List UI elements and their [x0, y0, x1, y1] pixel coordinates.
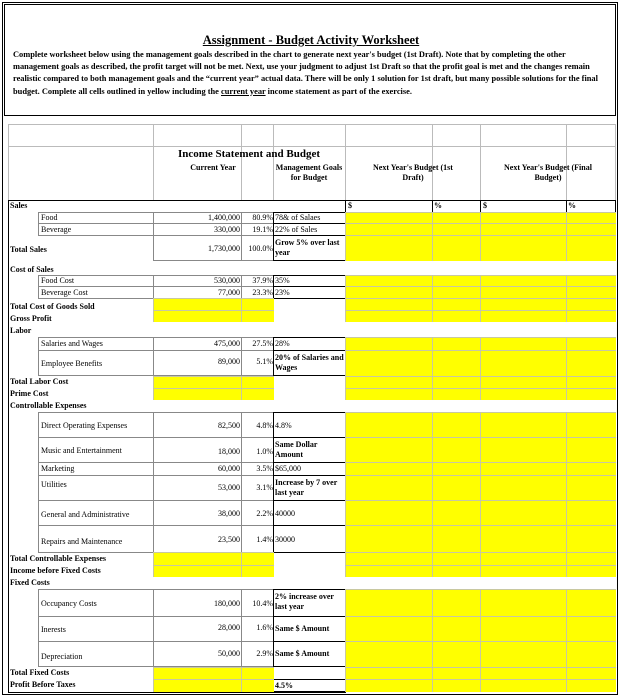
final-pct-input[interactable]	[566, 525, 616, 552]
current-total-controllable-input[interactable]	[153, 552, 242, 565]
current-prime-cost-input[interactable]	[153, 388, 242, 400]
draft-amount-input[interactable]	[345, 388, 433, 400]
draft-amount-input[interactable]	[345, 212, 433, 223]
draft-amount-input[interactable]	[345, 350, 433, 376]
draft-pct-input[interactable]	[432, 275, 481, 286]
draft-amount-input[interactable]	[345, 589, 433, 616]
final-amount-input[interactable]	[480, 275, 567, 286]
final-amount-input[interactable]	[480, 437, 567, 462]
label-cost-of-sales: Cost of Sales	[10, 265, 54, 274]
total-sales-amount: 1,730,000	[208, 244, 240, 253]
final-pct-input[interactable]	[566, 552, 616, 565]
food-pct: 80.9%	[252, 213, 273, 222]
music-pct: 1.0%	[256, 447, 273, 456]
draft-amount-input[interactable]	[345, 337, 433, 350]
row-marketing: Marketing	[38, 462, 154, 476]
row-general-admin: General and Administrative	[38, 500, 154, 526]
final-amount-input[interactable]	[480, 223, 567, 235]
label-labor: Labor	[10, 326, 32, 335]
row-beverage: Beverage	[38, 223, 154, 236]
instructions-box	[4, 4, 616, 116]
direct-op-amount: 82,500	[218, 421, 240, 430]
final-pct-input[interactable]	[566, 475, 616, 500]
interests-goal: Same $ Amount	[275, 624, 330, 633]
final-amount-input[interactable]	[480, 525, 567, 552]
final-amount-input[interactable]	[480, 298, 567, 310]
profit-goal: 4.5%	[275, 681, 293, 690]
beverage-cost-pct: 23.3%	[252, 288, 273, 297]
draft-amount-input[interactable]	[345, 437, 433, 462]
draft-amount-input[interactable]	[345, 616, 433, 641]
col-management-goals: Management Goals for Budget	[275, 163, 343, 182]
beverage-cost-amount: 77,000	[218, 288, 240, 297]
row-direct-operating: Direct Operating Expenses	[38, 412, 154, 438]
draft-amount-input[interactable]	[345, 552, 433, 565]
general-admin-amount: 38,000	[218, 509, 240, 518]
label-total-cogs: Total Cost of Goods Sold	[10, 302, 95, 311]
marketing-pct: 3.5%	[256, 464, 273, 473]
final-amount-input[interactable]	[480, 552, 567, 565]
final-pct-input[interactable]	[566, 286, 616, 298]
current-total-controllable-pct-input[interactable]	[241, 552, 274, 565]
label-gross-profit: Gross Profit	[10, 314, 52, 323]
worksheet-title: Assignment - Budget Activity Worksheet	[202, 33, 420, 47]
row-benefits: Employee Benefits	[38, 350, 154, 376]
label-total-controllable: Total Controllable Expenses	[10, 554, 107, 563]
draft-amount-input[interactable]	[345, 275, 433, 286]
food-cost-amount: 530,000	[214, 276, 240, 285]
row-occupancy: Occupancy Costs	[38, 589, 154, 617]
draft-pct-input[interactable]	[432, 641, 481, 667]
occupancy-pct: 10.4%	[252, 599, 273, 608]
direct-op-goal: 4.8%	[275, 421, 292, 430]
final-pct-input[interactable]	[566, 462, 616, 475]
draft-pct-input[interactable]	[432, 679, 481, 692]
food-amount: 1,400,000	[208, 213, 240, 222]
depreciation-pct: 2.9%	[256, 649, 273, 658]
label-profit-before-taxes: Profit Before Taxes	[10, 680, 76, 689]
current-gross-profit-input[interactable]	[153, 310, 242, 322]
draft-pct-input[interactable]	[432, 667, 481, 679]
final-pct-input[interactable]	[566, 679, 616, 692]
final-amount-input[interactable]	[480, 235, 567, 261]
draft-amount-input[interactable]	[345, 298, 433, 310]
final-pct-input[interactable]	[566, 388, 616, 400]
draft-pct-input[interactable]	[432, 565, 481, 577]
draft-pct-input[interactable]	[432, 437, 481, 462]
final-amount-input[interactable]	[480, 310, 567, 322]
label-controllable-expenses: Controllable Expenses	[10, 401, 87, 410]
repairs-pct: 1.4%	[256, 535, 273, 544]
draft-amount-input[interactable]	[345, 462, 433, 475]
general-admin-pct: 2.2%	[256, 509, 273, 518]
depreciation-goal: Same $ Amount	[275, 649, 330, 658]
salaries-amount: 475,000	[214, 339, 240, 348]
draft-pct-input[interactable]	[432, 475, 481, 500]
interests-pct: 1.6%	[256, 623, 273, 632]
draft-amount-input[interactable]	[345, 376, 433, 388]
draft-pct-input[interactable]	[432, 376, 481, 388]
final-pct-input[interactable]	[566, 223, 616, 235]
current-gross-profit-pct-input[interactable]	[241, 310, 274, 322]
salaries-goal: 28%	[275, 339, 290, 348]
draft-pct-input[interactable]	[432, 616, 481, 641]
draft-amount-input[interactable]	[345, 565, 433, 577]
marketing-goal: $65,000	[275, 464, 301, 473]
final-pct-input[interactable]	[566, 310, 616, 322]
draft-pct-input[interactable]	[432, 589, 481, 616]
general-admin-goal: 40000	[275, 509, 295, 518]
draft-pct-input[interactable]	[432, 223, 481, 235]
draft-pct-input[interactable]	[432, 350, 481, 376]
draft-amount-input[interactable]	[345, 235, 433, 261]
current-total-cogs-pct-input[interactable]	[241, 298, 274, 310]
final-amount-input[interactable]	[480, 212, 567, 223]
final-pct-input[interactable]	[566, 412, 616, 437]
row-utilities: Utilities	[38, 475, 154, 501]
final-pct-input[interactable]	[566, 275, 616, 286]
current-income-before-fixed-pct-input[interactable]	[241, 565, 274, 577]
final-pct-input[interactable]	[566, 667, 616, 679]
marketing-amount: 60,000	[218, 464, 240, 473]
col-current-year: Current Year	[190, 163, 236, 172]
draft-pct-input[interactable]	[432, 286, 481, 298]
draft-pct-input[interactable]	[432, 525, 481, 552]
final-pct-input[interactable]	[566, 589, 616, 616]
col-first-draft: Next Year's Budget (1st Draft)	[373, 163, 453, 182]
row-food-cost: Food Cost	[38, 275, 154, 287]
final-amount-input[interactable]	[480, 500, 567, 525]
final-amount-input[interactable]	[480, 475, 567, 500]
repairs-goal: 30000	[275, 535, 295, 544]
interests-amount: 28,000	[218, 623, 240, 632]
final-pct-input[interactable]	[566, 298, 616, 310]
final-pct-input[interactable]	[566, 437, 616, 462]
beverage-amount: 330,000	[214, 225, 240, 234]
final-percent-symbol: %	[568, 201, 576, 210]
utilities-pct: 3.1%	[256, 483, 273, 492]
current-total-fixed-input[interactable]	[153, 667, 242, 679]
food-goal: 78& of Salaes	[275, 213, 321, 222]
current-total-labor-input[interactable]	[153, 376, 242, 388]
direct-op-pct: 4.8%	[256, 421, 273, 430]
repairs-amount: 23,500	[218, 535, 240, 544]
occupancy-goal: 2% increase over last year	[275, 592, 334, 611]
draft-dollar-symbol: $	[348, 201, 352, 210]
draft-pct-input[interactable]	[432, 552, 481, 565]
final-amount-input[interactable]	[480, 286, 567, 298]
food-cost-goal: 35%	[275, 276, 290, 285]
current-year-link-text: current year	[221, 86, 266, 96]
row-music: Music and Entertainment	[38, 437, 154, 463]
row-depreciation: Depreciation	[38, 641, 154, 667]
current-profit-pct-input[interactable]	[241, 679, 274, 692]
draft-pct-input[interactable]	[432, 235, 481, 261]
final-pct-input[interactable]	[566, 500, 616, 525]
current-total-labor-pct-input[interactable]	[241, 376, 274, 388]
final-amount-input[interactable]	[480, 616, 567, 641]
food-cost-pct: 37.9%	[252, 276, 273, 285]
final-amount-input[interactable]	[480, 462, 567, 475]
benefits-pct: 5.1%	[256, 357, 273, 366]
benefits-amount: 89,000	[218, 357, 240, 366]
draft-amount-input[interactable]	[345, 500, 433, 525]
depreciation-amount: 50,000	[218, 649, 240, 658]
final-amount-input[interactable]	[480, 388, 567, 400]
draft-pct-input[interactable]	[432, 462, 481, 475]
salaries-pct: 27.5%	[252, 339, 273, 348]
draft-amount-input[interactable]	[345, 475, 433, 500]
row-salaries: Salaries and Wages	[38, 337, 154, 351]
final-pct-input[interactable]	[566, 376, 616, 388]
final-amount-input[interactable]	[480, 679, 567, 692]
utilities-goal: Increase by 7 over last year	[275, 478, 338, 497]
total-sales-pct: 100.0%	[248, 244, 273, 253]
music-goal: Same Dollar Amount	[275, 440, 318, 459]
final-pct-input[interactable]	[566, 616, 616, 641]
draft-pct-input[interactable]	[432, 298, 481, 310]
row-repairs: Repairs and Maintenance	[38, 525, 154, 553]
draft-amount-input[interactable]	[345, 679, 433, 692]
current-total-fixed-pct-input[interactable]	[241, 667, 274, 679]
final-pct-input[interactable]	[566, 212, 616, 223]
beverage-cost-goal: 23%	[275, 288, 290, 297]
label-income-before-fixed: Income before Fixed Costs	[10, 566, 101, 575]
current-prime-cost-pct-input[interactable]	[241, 388, 274, 400]
col-final-budget: Next Year's Budget (Final Budget)	[504, 163, 592, 182]
draft-pct-input[interactable]	[432, 388, 481, 400]
row-food: Food	[38, 212, 154, 224]
utilities-amount: 53,000	[218, 483, 240, 492]
beverage-pct: 19.1%	[252, 225, 273, 234]
final-pct-input[interactable]	[566, 235, 616, 261]
draft-amount-input[interactable]	[345, 525, 433, 552]
instructions-text: Complete worksheet below using the management goals described in the chart to generate next year's budget (1st Draft). Note that by completing the other management goals as described, the profit target will not be met. Next, use your judgment to adjust 1st Draft so that the profit goal is met and the changes remain realistic compared to both management goals and the “current year” actual data. There will be only 1 solution for 1st draft, but many possible solutions for the final budget. Complete all cells outlined in yellow including the current year income statement as part of the exercise.	[13, 50, 598, 96]
draft-amount-input[interactable]	[345, 286, 433, 298]
final-amount-input[interactable]	[480, 337, 567, 350]
total-sales-goal: Grow 5% over last year	[275, 238, 340, 257]
final-amount-input[interactable]	[480, 641, 567, 667]
label-total-fixed: Total Fixed Costs	[10, 668, 70, 677]
label-prime-cost: Prime Cost	[10, 389, 49, 398]
draft-amount-input[interactable]	[345, 667, 433, 679]
final-pct-input[interactable]	[566, 641, 616, 667]
draft-pct-input[interactable]	[432, 337, 481, 350]
draft-amount-input[interactable]	[345, 641, 433, 667]
draft-amount-input[interactable]	[345, 310, 433, 322]
final-dollar-symbol: $	[483, 201, 487, 210]
draft-pct-input[interactable]	[432, 310, 481, 322]
current-total-cogs-input[interactable]	[153, 298, 242, 310]
final-amount-input[interactable]	[480, 412, 567, 437]
final-pct-input[interactable]	[566, 337, 616, 350]
current-profit-input[interactable]	[153, 679, 242, 692]
draft-amount-input[interactable]	[345, 223, 433, 235]
label-fixed-costs: Fixed Costs	[10, 578, 50, 587]
draft-pct-input[interactable]	[432, 500, 481, 525]
final-amount-input[interactable]	[480, 589, 567, 616]
label-sales: Sales	[10, 201, 28, 210]
current-income-before-fixed-input[interactable]	[153, 565, 242, 577]
draft-percent-symbol: %	[434, 201, 442, 210]
beverage-goal: 22% of Sales	[275, 225, 318, 234]
benefits-goal: 20% of Salaries and Wages	[275, 353, 344, 372]
final-amount-input[interactable]	[480, 350, 567, 376]
final-amount-input[interactable]	[480, 565, 567, 577]
music-amount: 18,000	[218, 447, 240, 456]
occupancy-amount: 180,000	[214, 599, 240, 608]
draft-pct-input[interactable]	[432, 212, 481, 223]
draft-amount-input[interactable]	[345, 412, 433, 437]
label-total-sales: Total Sales	[10, 245, 47, 254]
row-beverage-cost: Beverage Cost	[38, 286, 154, 299]
final-pct-input[interactable]	[566, 350, 616, 376]
final-amount-input[interactable]	[480, 667, 567, 679]
label-total-labor: Total Labor Cost	[10, 377, 69, 386]
row-interests: Inerests	[38, 616, 154, 642]
final-pct-input[interactable]	[566, 565, 616, 577]
sheet-title: Income Statement and Budget	[177, 148, 321, 160]
final-amount-input[interactable]	[480, 376, 567, 388]
draft-pct-input[interactable]	[432, 412, 481, 437]
